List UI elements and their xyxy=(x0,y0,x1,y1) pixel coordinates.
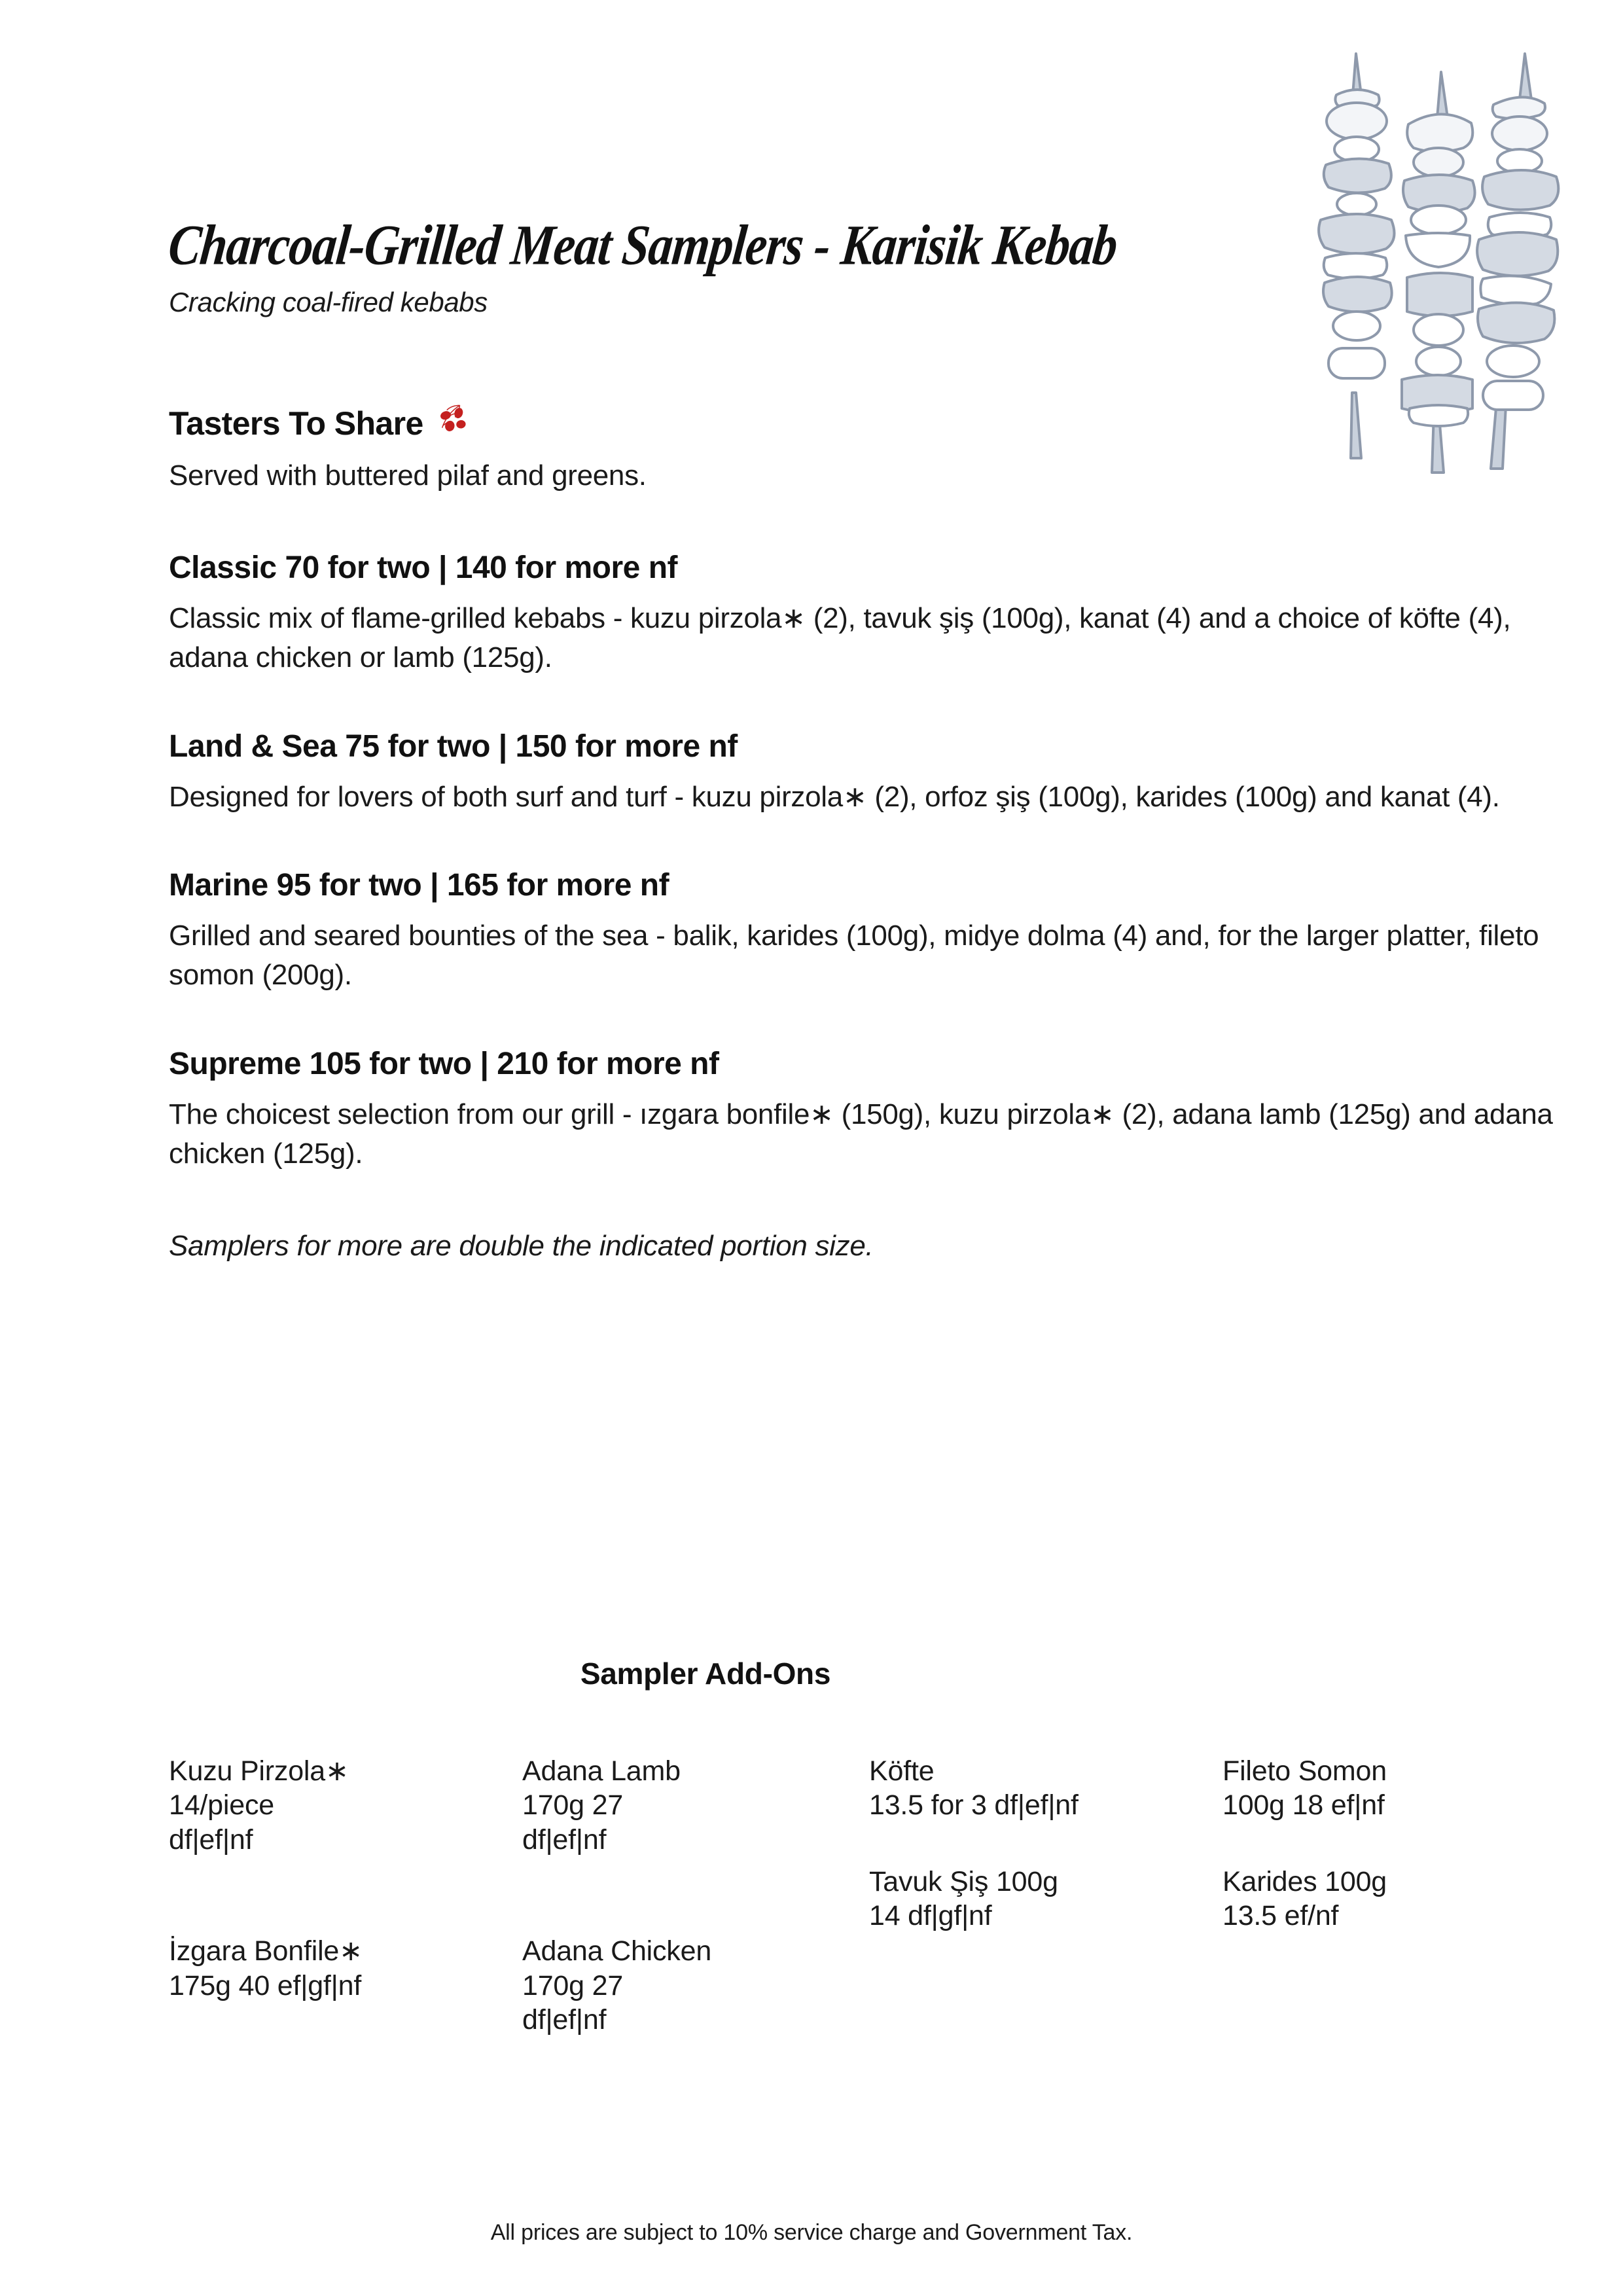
page-title: Charcoal-Grilled Meat Samplers - Karisik Kebab xyxy=(165,213,1120,278)
addon-tags: df|ef|nf xyxy=(169,1823,253,1856)
addons-column xyxy=(1222,1754,1563,2037)
chili-pepper-icon xyxy=(434,402,469,437)
addon-name: Karides 100g xyxy=(1222,1865,1387,1897)
addon-entry xyxy=(169,1754,522,1857)
addon-entry xyxy=(1222,1865,1563,1933)
menu-item xyxy=(169,550,1563,677)
menu-item xyxy=(169,867,1563,995)
addon-name: Tavuk Şiş 100g xyxy=(869,1865,1058,1897)
group-heading xyxy=(169,404,1563,442)
menu-item-title: Marine 95 for two | 165 for more nf xyxy=(169,868,669,903)
group-heading-label: Tasters To Share xyxy=(169,405,423,442)
page-header xyxy=(165,213,1412,318)
addons-column xyxy=(169,1754,522,2037)
addon-price: 175g 40 ef|gf|nf xyxy=(169,1969,362,2001)
portion-size-note: Samplers for more are double the indicated portion size. xyxy=(169,1229,874,1262)
addon-price: 170g 27 xyxy=(522,1789,624,1821)
addon-price: 14 df|gf|nf xyxy=(869,1900,992,1932)
menu-item-description: Classic mix of flame-grilled kebabs - kuzu pirzola∗ (2), tavuk şiş (100g), kanat (4) and a choice of köfte (4), adana chicken or lamb (125g). xyxy=(169,602,1511,673)
addon-tags: df|ef|nf xyxy=(522,1823,607,1856)
footer-disclaimer: All prices are subject to 10% service charge and Government Tax. xyxy=(490,2220,1133,2245)
addons-gap xyxy=(1222,1823,1563,1865)
menu-item-description: Designed for lovers of both surf and turf - kuzu pirzola∗ (2), orfoz şiş (100g), karides (100g) and kanat (4). xyxy=(169,780,1500,813)
menu-item-title: Classic 70 for two | 140 for more nf xyxy=(169,550,677,585)
addon-name: Fileto Somon xyxy=(1222,1755,1387,1787)
addon-entry xyxy=(522,1754,869,1857)
addon-price: 13.5 for 3 df|ef|nf xyxy=(869,1789,1079,1821)
addon-price: 13.5 ef/nf xyxy=(1222,1900,1339,1932)
menu-item xyxy=(169,1046,1563,1174)
menu-item-title: Supreme 105 for two | 210 for more nf xyxy=(169,1047,719,1082)
menu-items-list xyxy=(169,550,1563,1174)
addon-name: Kuzu Pirzola∗ xyxy=(169,1755,349,1787)
group-served-with: Served with buttered pilaf and greens. xyxy=(169,459,647,492)
addon-tags: df|ef|nf xyxy=(522,2004,607,2036)
addons-gap xyxy=(169,1857,522,1934)
menu-item-description: Grilled and seared bounties of the sea - balik, karides (100g), midye dolma (4) and, for the larger platter, fileto somon (200g). xyxy=(169,920,1539,992)
addons-gap xyxy=(869,1823,1222,1865)
sampler-addons-section xyxy=(169,1656,1563,2037)
sampler-addons-grid xyxy=(169,1754,1563,2037)
addon-price: 170g 27 xyxy=(522,1969,624,2001)
addon-entry xyxy=(522,1934,869,2037)
addon-name: İzgara Bonfile∗ xyxy=(169,1935,363,1967)
addon-entry xyxy=(1222,1754,1563,1823)
menu-item xyxy=(169,728,1563,817)
addon-price: 14/piece xyxy=(169,1789,274,1821)
menu-content xyxy=(169,404,1563,1263)
addon-entry xyxy=(869,1754,1222,1823)
addons-gap xyxy=(522,1857,869,1934)
addons-column xyxy=(869,1754,1222,2037)
addon-price: 100g 18 ef|nf xyxy=(1222,1789,1385,1821)
addon-name: Adana Chicken xyxy=(522,1935,712,1967)
menu-item-description: The choicest selection from our grill - ızgara bonfile∗ (150g), kuzu pirzola∗ (2), adana lamb (125g) and adana chicken (125g). xyxy=(169,1098,1553,1170)
menu-item-title: Land & Sea 75 for two | 150 for more nf xyxy=(169,728,738,764)
addons-column xyxy=(522,1754,869,2037)
sampler-addons-title: Sampler Add-Ons xyxy=(580,1657,831,1691)
page-subtitle: Cracking coal-fired kebabs xyxy=(169,287,488,317)
addon-name: Adana Lamb xyxy=(522,1755,681,1787)
addon-entry xyxy=(869,1865,1222,1933)
addon-name: Köfte xyxy=(869,1755,935,1787)
addon-entry xyxy=(169,1934,522,2003)
